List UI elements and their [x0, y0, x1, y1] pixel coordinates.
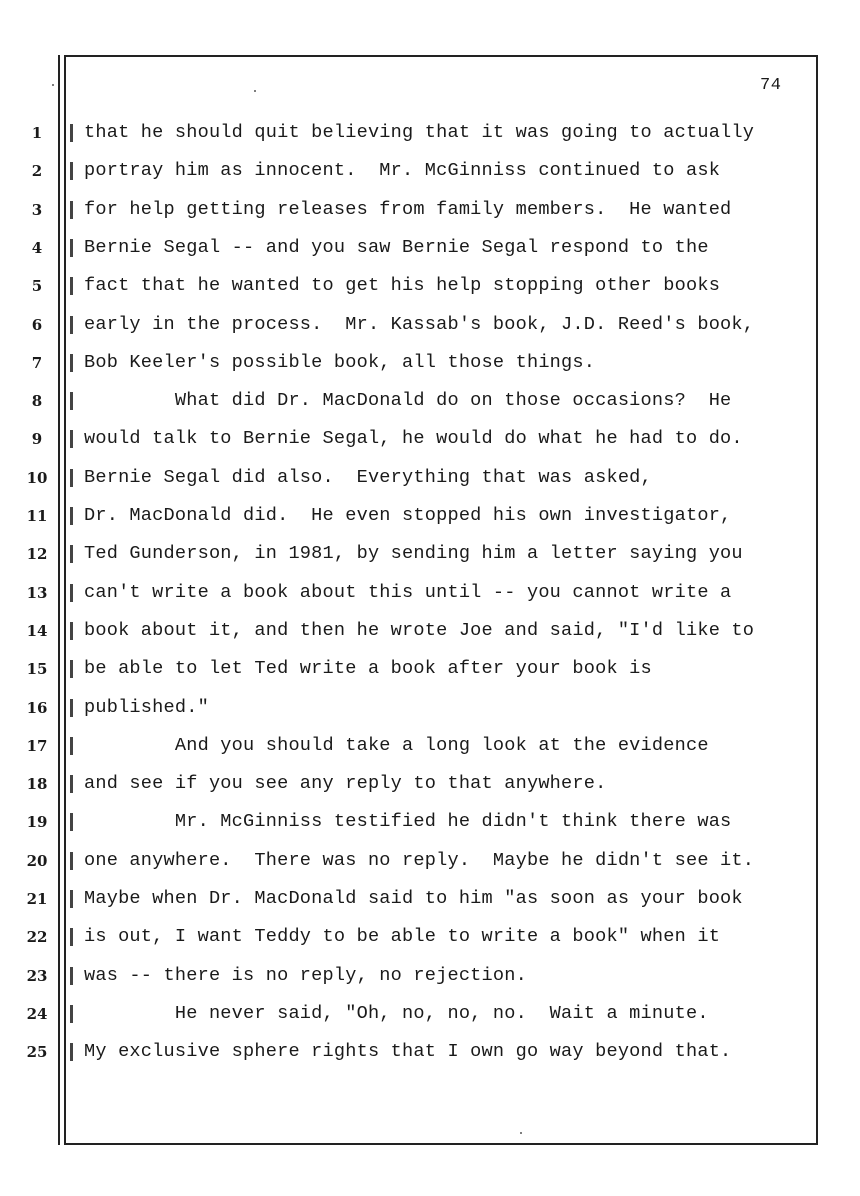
- transcript-line: early in the process. Mr. Kassab's book, J.D. Reed's book,: [84, 314, 755, 335]
- left-margin-rule: [58, 55, 60, 1145]
- line-margin-tick: [70, 737, 73, 755]
- transcript-line: Bernie Segal -- and you saw Bernie Segal respond to the: [84, 237, 709, 258]
- transcript-line: Bernie Segal did also. Everything that was asked,: [84, 467, 652, 488]
- transcript-line: Bob Keeler's possible book, all those things.: [84, 352, 596, 373]
- line-margin-tick: [70, 1005, 73, 1023]
- line-margin-tick: [70, 469, 73, 487]
- line-margin-tick: [70, 890, 73, 908]
- transcript-line: be able to let Ted write a book after your book is: [84, 658, 652, 679]
- transcript-line: Ted Gunderson, in 1981, by sending him a letter saying you: [84, 543, 743, 564]
- line-margin-tick: [70, 277, 73, 295]
- line-number: 19: [26, 813, 48, 831]
- transcript-line: fact that he wanted to get his help stopping other books: [84, 275, 721, 296]
- line-margin-tick: [70, 545, 73, 563]
- line-margin-tick: [70, 813, 73, 831]
- transcript-line: published.": [84, 697, 209, 718]
- transcript-line: is out, I want Teddy to be able to write a book" when it: [84, 926, 721, 947]
- page-number: 74: [760, 76, 782, 95]
- transcript-line: Dr. MacDonald did. He even stopped his own investigator,: [84, 505, 732, 526]
- line-margin-tick: [70, 430, 73, 448]
- line-number: 5: [31, 277, 43, 295]
- line-number: 2: [31, 162, 43, 180]
- transcript-line: and see if you see any reply to that anywhere.: [84, 773, 607, 794]
- line-number: 7: [31, 354, 43, 372]
- transcript-line: would talk to Bernie Segal, he would do what he had to do.: [84, 428, 743, 449]
- line-number: 20: [26, 852, 48, 870]
- line-margin-tick: [70, 1043, 73, 1061]
- line-margin-tick: [70, 928, 73, 946]
- line-margin-tick: [70, 354, 73, 372]
- line-margin-tick: [70, 852, 73, 870]
- transcript-line: book about it, and then he wrote Joe and said, "I'd like to: [84, 620, 755, 641]
- line-margin-tick: [70, 967, 73, 985]
- transcript-line: What did Dr. MacDonald do on those occasions? He: [84, 390, 732, 411]
- line-number: 10: [26, 469, 48, 487]
- line-number: 4: [31, 239, 43, 257]
- line-number: 8: [31, 392, 43, 410]
- transcript-line: Mr. McGinniss testified he didn't think there was: [84, 811, 732, 832]
- speck: [254, 90, 256, 92]
- line-number: 24: [26, 1005, 48, 1023]
- line-number: 12: [26, 545, 48, 563]
- line-margin-tick: [70, 699, 73, 717]
- line-margin-tick: [70, 162, 73, 180]
- speck: [52, 84, 54, 86]
- transcript-line: was -- there is no reply, no rejection.: [84, 965, 527, 986]
- line-margin-tick: [70, 584, 73, 602]
- transcript-line: that he should quit believing that it was going to actually: [84, 122, 755, 143]
- line-number: 17: [26, 737, 48, 755]
- line-number: 11: [26, 507, 48, 525]
- line-number: 23: [26, 967, 48, 985]
- line-number: 3: [31, 201, 43, 219]
- line-number: 9: [31, 430, 43, 448]
- transcript-line: Maybe when Dr. MacDonald said to him "as soon as your book: [84, 888, 743, 909]
- line-margin-tick: [70, 201, 73, 219]
- transcript-line: portray him as innocent. Mr. McGinniss continued to ask: [84, 160, 721, 181]
- line-number: 14: [26, 622, 48, 640]
- line-margin-tick: [70, 775, 73, 793]
- transcript-line: My exclusive sphere rights that I own go way beyond that.: [84, 1041, 732, 1062]
- transcript-line: He never said, "Oh, no, no, no. Wait a minute.: [84, 1003, 709, 1024]
- line-number: 16: [26, 699, 48, 717]
- line-number: 25: [26, 1043, 48, 1061]
- line-number: 21: [26, 890, 48, 908]
- line-number: 15: [26, 660, 48, 678]
- transcript-line: can't write a book about this until -- you cannot write a: [84, 582, 732, 603]
- line-number: 6: [31, 316, 43, 334]
- speck: [520, 1132, 522, 1134]
- line-margin-tick: [70, 622, 73, 640]
- line-number: 18: [26, 775, 48, 793]
- line-number: 1: [31, 124, 43, 142]
- line-number: 13: [26, 584, 48, 602]
- transcript-line: for help getting releases from family members. He wanted: [84, 199, 732, 220]
- line-margin-tick: [70, 660, 73, 678]
- transcript-line: And you should take a long look at the evidence: [84, 735, 709, 756]
- line-margin-tick: [70, 124, 73, 142]
- line-margin-tick: [70, 316, 73, 334]
- transcript-line: one anywhere. There was no reply. Maybe he didn't see it.: [84, 850, 755, 871]
- line-margin-tick: [70, 239, 73, 257]
- line-margin-tick: [70, 392, 73, 410]
- line-margin-tick: [70, 507, 73, 525]
- line-number: 22: [26, 928, 48, 946]
